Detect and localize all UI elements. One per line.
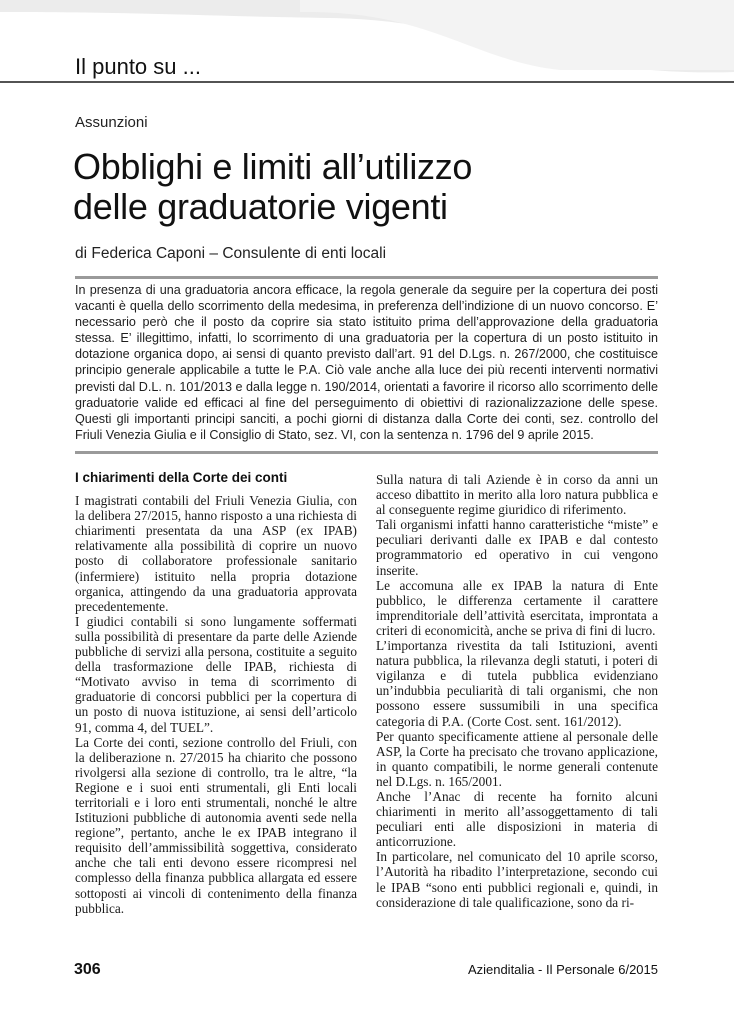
page-number: 306 xyxy=(74,961,101,978)
body-paragraph: L’importanza rivestita da tali Istituzioni, aventi natura pubblica, la rilevanza degli statuti, i poteri di vigilanza e di tutela pubblica evidenziano un’indubbia peculiarità di tali organismi, che non possono essere sussumibili in una specifica categoria di P.A. (Corte Cost. sent. 161/2012). xyxy=(376,638,658,729)
body-column-right xyxy=(376,472,658,910)
title-line-1: Obblighi e limiti all’utilizzo xyxy=(73,146,473,187)
article-abstract: In presenza di una graduatoria ancora efficace, la regola generale da seguire per la copertura dei posti vacanti è quella dello scorrimento della medesima, in preferenza dell’indizione di un nuovo concorso. E’ necessario però che il posto da coprire sia stato istituito prima dell’approvazione della graduatoria stessa. E’ illegittimo, infatti, lo scorrimento di una graduatoria per la copertura di un posto istituito in dotazione organica dopo, ai sensi di quanto previsto dall’art. 91 del D.Lgs. n. 267/2000, che costituisce principio generale applicabile a tutte le P.A. Ciò vale anche alla luce dei più recenti interventi normativi previsti dal D.L. n. 101/2013 e dalla legge n. 190/2014, orientati a favorire il ricorso allo scorrimento delle graduatorie valide ed efficaci al fine del perseguimento di obiettivi di razionalizzazione delle spese. Questi gli importanti principi sanciti, a pochi giorni di distanza dalla Corte dei conti, sez. controllo del Friuli Venezia Giulia e il Consiglio di Stato, sez. VI, con la sentenza n. 1796 del 9 aprile 2015. xyxy=(75,283,658,442)
body-paragraph: Tali organismi infatti hanno caratteristiche “miste” e peculiari derivanti dalle ex IPAB e dal contesto programmatorio ed operativo in cui vengono inserite. xyxy=(376,517,658,578)
body-paragraph: Le accomuna alle ex IPAB la natura di Ente pubblico, le differenza certamente il carattere imprenditoriale dell’attività esercitata, improntata a criteri di economicità, anche se priva di fini di lucro. xyxy=(376,577,658,638)
body-paragraph: I giudici contabili si sono lungamente soffermati sulla possibilità di presentare da parte delle Aziende pubbliche di servizi alla persona, costituite a seguito della trasformazione delle IPAB, richiesta di “Motivato avviso in tema di scorrimento di graduatorie di concorsi pubblici per la copertura di un posto di nuova istituzione, ai sensi dell’articolo 91, comma 4, del TUEL”. xyxy=(75,613,357,735)
journal-name: Azienditalia - Il Personale 6/2015 xyxy=(467,962,658,977)
body-paragraph: I magistrati contabili del Friuli Venezia Giulia, con la delibera 27/2015, hanno risposto a una richiesta di chiarimenti presentata da una ASP (ex IPAB) relativamente alla possibilità di coprire un nuovo posto di collaboratore professionale sanitario (infermiere) istituito nella propria dotazione organica, attingendo da una graduatoria approvata precedentemente. xyxy=(75,493,357,614)
section-label: Il punto su ... xyxy=(75,54,201,79)
body-paragraph: Anche l’Anac di recente ha fornito alcuni chiarimenti in merito all’assoggettamento di tali peculiari enti alle disposizioni in materia di anticorruzione. xyxy=(376,788,658,850)
body-paragraph: In particolare, nel comunicato del 10 aprile scorso, l’Autorità ha ribadito l’interpretazione, secondo cui le IPAB “sono enti pubblici regionali e, quindi, in considerazione di tale qualificazione, sono da ri- xyxy=(376,849,658,910)
header-decoration xyxy=(0,0,734,95)
abstract-bottom-rule xyxy=(75,451,658,454)
body-column-left xyxy=(75,470,357,916)
body-paragraph: Per quanto specificamente attiene al personale delle ASP, la Corte ha precisato che trovano applicazione, in quanto compatibili, le norme generali contenute nel D.Lgs. n. 165/2001. xyxy=(376,728,658,789)
body-paragraph: Sulla natura di tali Aziende è in corso da anni un acceso dibattito in merito alla loro natura pubblica e al conseguente regime giuridico di riferimento. xyxy=(376,472,658,518)
body-paragraph: La Corte dei conti, sezione controllo del Friuli, con la deliberazione n. 27/2015 ha chiarito che possono rivolgersi alla sezione di controllo, tra le altre, “la Regione e i suoi enti strumentali, gli Enti locali territoriali e i loro enti strumentali, nonché le altre Istituzioni pubbliche di autonomia aventi sede nella regione”, pertanto, anche le ex IPAB integrano il requisito dell’ammissibilità soggettiva, considerato anche che tali enti devono essere ricompresi nel complesso della finanza pubblica allargata ed essere sottoposti ai vincoli di contenimento della finanza pubblica. xyxy=(75,734,357,916)
article-title xyxy=(73,147,673,227)
article-byline: di Federica Caponi – Consulente di enti locali xyxy=(75,245,387,262)
section-subheading: I chiarimenti della Corte dei conti xyxy=(75,470,288,485)
article-kicker: Assunzioni xyxy=(75,114,148,131)
abstract-top-rule xyxy=(75,276,658,279)
title-line-2: delle graduatorie vigenti xyxy=(73,186,448,227)
